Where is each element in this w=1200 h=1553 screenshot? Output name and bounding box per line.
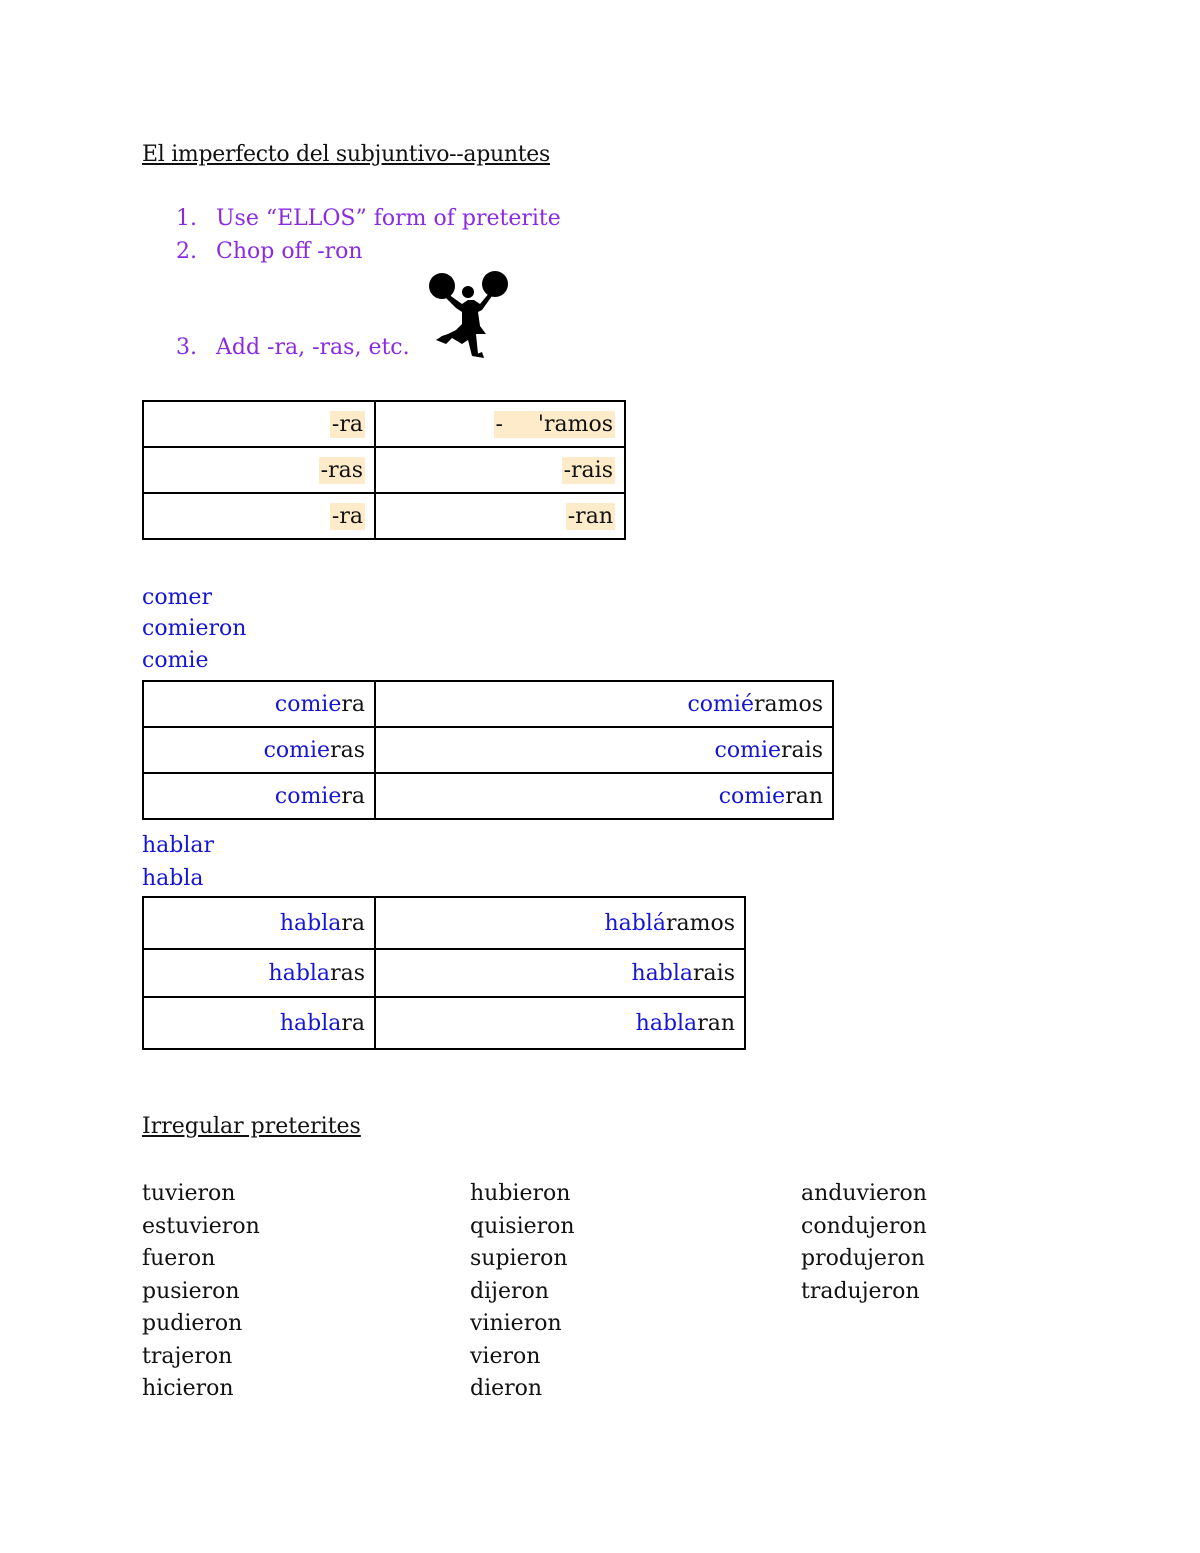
list-item: produjeron [801, 1246, 925, 1271]
list-item: estuvieron [142, 1213, 260, 1239]
list-item: hicieron [142, 1376, 234, 1401]
irregular-column-2 [470, 1178, 575, 1406]
table-cell: hablarais [375, 949, 745, 997]
table-cell: hablara [143, 897, 375, 949]
hablar-infinitive: hablar [142, 833, 215, 858]
list-item: dieron [470, 1376, 543, 1401]
table-row [143, 897, 745, 949]
hablar-stem: habla [142, 866, 204, 891]
table-row [143, 773, 833, 819]
comer-table [142, 680, 834, 820]
table-cell: comieras [143, 727, 375, 773]
hablar-table [142, 896, 746, 1050]
table-cell: -ra [143, 401, 375, 447]
list-item: fueron [142, 1246, 216, 1271]
table-cell: - 'ramos [375, 401, 625, 447]
list-item: tuvieron [142, 1181, 236, 1206]
list-item: trajeron [142, 1343, 233, 1369]
table-cell: hablaras [143, 949, 375, 997]
list-item: hubieron [470, 1181, 571, 1206]
list-item: anduvieron [801, 1181, 927, 1206]
table-cell: comiera [143, 773, 375, 819]
list-item: tradujeron [801, 1278, 920, 1304]
list-item: vinieron [470, 1311, 562, 1336]
step-1: 1. Use “ELLOS” form of preterite [176, 206, 561, 231]
comer-infinitive: comer [142, 585, 212, 610]
table-cell: comieran [375, 773, 833, 819]
irregular-title: Irregular preterites [142, 1114, 361, 1139]
irregular-column-1 [142, 1178, 260, 1406]
cheerleader-icon [428, 268, 512, 360]
list-item: pudieron [142, 1311, 243, 1336]
table-cell: comiéramos [375, 681, 833, 727]
table-cell: comiera [143, 681, 375, 727]
table-row [143, 949, 745, 997]
table-cell: -ra [143, 493, 375, 539]
table-cell: -ran [375, 493, 625, 539]
list-item: dijeron [470, 1278, 549, 1304]
step-3: 3. Add -ra, -ras, etc. [176, 335, 410, 360]
table-cell: hablaran [375, 997, 745, 1049]
table-cell: -ras [143, 447, 375, 493]
list-item: pusieron [142, 1278, 240, 1304]
table-row [143, 493, 625, 539]
list-item: vieron [470, 1343, 541, 1369]
table-cell: comierais [375, 727, 833, 773]
list-item: supieron [470, 1246, 568, 1271]
table-row [143, 401, 625, 447]
step-2: 2. Chop off -ron [176, 239, 363, 264]
table-cell: hablara [143, 997, 375, 1049]
table-row [143, 997, 745, 1049]
list-item: condujeron [801, 1213, 927, 1239]
table-row [143, 727, 833, 773]
comer-preterite: comieron [142, 616, 247, 641]
page-title: El imperfecto del subjuntivo--apuntes [142, 142, 551, 167]
irregular-column-3 [801, 1178, 927, 1308]
list-item: quisieron [470, 1213, 575, 1239]
table-row [143, 681, 833, 727]
endings-table [142, 400, 626, 540]
table-cell: -rais [375, 447, 625, 493]
table-cell: habláramos [375, 897, 745, 949]
table-row [143, 447, 625, 493]
comer-stem: comie [142, 648, 209, 673]
